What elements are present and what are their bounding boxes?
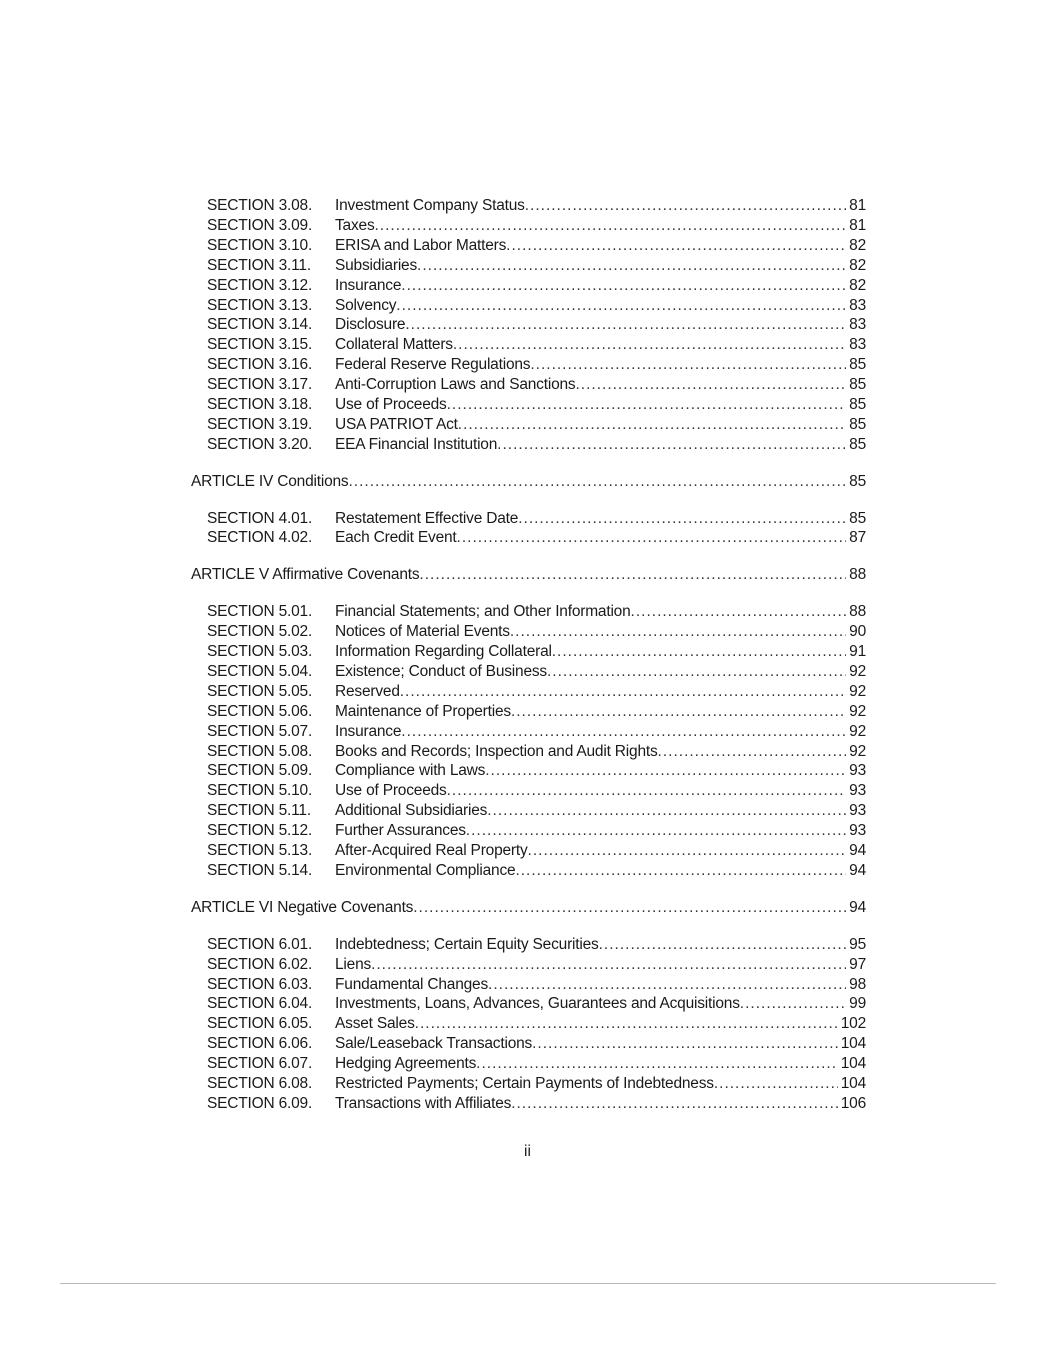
page-reference: 83 [849,316,866,333]
section-title: Subsidiaries [335,257,418,274]
section-title: Each Credit Event [335,529,457,546]
section-number: SECTION 4.01. [207,510,313,527]
section-number: SECTION 3.10. [207,237,313,254]
section-number: SECTION 6.04. [207,995,313,1012]
section-title: Compliance with Laws [335,762,486,779]
dot-leader [466,821,846,841]
page-reference: 81 [849,217,866,234]
section-number: SECTION 3.20. [207,436,313,453]
section-number: SECTION 3.09. [207,217,313,234]
dot-leader [518,509,846,529]
section-title: Transactions with Affiliates [335,1095,512,1112]
toc-section-entry[interactable] [207,435,866,455]
dot-leader [488,975,846,995]
page-reference: 85 [849,376,866,393]
toc-article-entry[interactable] [191,898,866,918]
section-number: SECTION 6.05. [207,1015,313,1032]
section-number: SECTION 3.11. [207,257,311,274]
section-title: Liens [335,956,372,973]
toc-section-entry[interactable] [207,375,866,395]
toc-section-entry[interactable] [207,935,866,955]
dot-leader [401,722,846,742]
page-reference: 106 [840,1095,866,1112]
dot-leader [457,528,847,548]
toc-section-entry[interactable] [207,662,866,682]
toc-section-entry[interactable] [207,682,866,702]
section-title: Solvency [335,297,397,314]
toc-section-entry[interactable] [207,196,866,216]
toc-section-entry[interactable] [207,602,866,622]
toc-section-entry[interactable] [207,216,866,236]
dot-leader [415,1014,838,1034]
page-reference: 94 [849,899,866,916]
toc-article-entry[interactable] [191,472,866,492]
section-title: Taxes [335,217,375,234]
section-title: Information Regarding Collateral [335,643,552,660]
page-reference: 104 [840,1055,866,1072]
page-reference: 83 [849,297,866,314]
toc-section-entry[interactable] [207,256,866,276]
page-reference: 85 [849,416,866,433]
article-title: ARTICLE IV Conditions [191,473,349,490]
dot-leader [447,781,847,801]
dot-leader [487,801,846,821]
section-number: SECTION 5.04. [207,663,313,680]
section-number: SECTION 5.06. [207,703,313,720]
section-title: Use of Proceeds [335,782,447,799]
page-reference: 92 [849,683,866,700]
dot-leader [530,355,846,375]
section-number: SECTION 6.07. [207,1055,313,1072]
section-title: Sale/Leaseback Transactions [335,1035,533,1052]
dot-leader [453,335,846,355]
toc-section-entry[interactable] [207,509,866,529]
toc-section-entry[interactable] [207,622,866,642]
toc-section-entry[interactable] [207,994,866,1014]
dot-leader [525,196,846,216]
page-reference: 82 [849,277,866,294]
section-number: SECTION 5.11. [207,802,311,819]
dot-leader [396,296,846,316]
dot-leader [528,841,847,861]
section-number: SECTION 6.09. [207,1095,313,1112]
toc-section-entry[interactable] [207,335,866,355]
section-number: SECTION 5.09. [207,762,313,779]
page-reference: 92 [849,663,866,680]
toc-article-entry[interactable] [191,565,866,585]
page-reference: 93 [849,782,866,799]
section-number: SECTION 5.13. [207,842,313,859]
dot-leader [547,662,846,682]
section-title: Insurance [335,277,402,294]
dot-leader [599,935,847,955]
section-number: SECTION 4.02. [207,529,313,546]
toc-section-entry[interactable] [207,1054,866,1074]
page-reference: 83 [849,336,866,353]
section-number: SECTION 5.01. [207,603,313,620]
dot-leader [510,622,846,642]
page-reference: 90 [849,623,866,640]
dot-leader [348,472,846,492]
section-title: Further Assurances [335,822,466,839]
page-reference: 94 [849,842,866,859]
section-number: SECTION 3.13. [207,297,313,314]
section-title: Federal Reserve Regulations [335,356,531,373]
section-number: SECTION 5.14. [207,862,313,879]
section-title: Insurance [335,723,402,740]
section-title: Notices of Material Events [335,623,510,640]
page-reference: 104 [840,1035,866,1052]
article-title: ARTICLE VI Negative Covenants [191,899,414,916]
page-reference: 91 [849,643,866,660]
dot-leader [485,761,846,781]
dot-leader [658,742,847,762]
dot-leader [631,602,847,622]
section-title: Collateral Matters [335,336,453,353]
section-number: SECTION 5.08. [207,743,313,760]
page-reference: 98 [849,976,866,993]
page-reference: 92 [849,743,866,760]
page-reference: 85 [849,510,866,527]
toc-section-entry[interactable] [207,801,866,821]
page-reference: 95 [849,936,866,953]
section-number: SECTION 3.19. [207,416,313,433]
page-reference: 85 [849,356,866,373]
section-number: SECTION 6.06. [207,1035,313,1052]
page-reference: 93 [849,802,866,819]
section-title: Existence; Conduct of Business [335,663,547,680]
section-title: Indebtedness; Certain Equity Securities [335,936,599,953]
section-number: SECTION 3.15. [207,336,313,353]
dot-leader [714,1074,838,1094]
toc-section-entry[interactable] [207,1074,866,1094]
dot-leader [375,216,847,236]
dot-leader [400,682,846,702]
dot-leader [740,994,846,1014]
dot-leader [401,276,846,296]
page-divider [60,1283,996,1284]
page-reference: 85 [849,436,866,453]
page-reference: 102 [840,1015,866,1032]
dot-leader [511,1094,838,1114]
page-reference: 88 [849,566,866,583]
section-title: Environmental Compliance [335,862,516,879]
section-number: SECTION 5.03. [207,643,313,660]
section-title: Maintenance of Properties [335,703,511,720]
section-title: Fundamental Changes [335,976,489,993]
toc-section-entry[interactable] [207,236,866,256]
section-title: Additional Subsidiaries [335,802,488,819]
page-reference: 92 [849,723,866,740]
page-number: ii [524,1143,531,1160]
section-number: SECTION 6.01. [207,936,313,953]
toc-section-entry[interactable] [207,1034,866,1054]
dot-leader [419,565,846,585]
section-title: Financial Statements; and Other Information [335,603,631,620]
page-reference: 87 [849,529,866,546]
dot-leader [417,256,846,276]
dot-leader [371,955,846,975]
toc-section-entry[interactable] [207,355,866,375]
page-reference: 82 [849,257,866,274]
dot-leader [552,642,846,662]
toc-section-entry[interactable] [207,642,866,662]
section-title: Disclosure [335,316,406,333]
section-number: SECTION 6.02. [207,956,313,973]
dot-leader [575,375,846,395]
section-title: Restatement Effective Date [335,510,519,527]
toc-section-entry[interactable] [207,395,866,415]
section-title: Asset Sales [335,1015,415,1032]
dot-leader [458,415,846,435]
section-title: Investments, Loans, Advances, Guarantees and Acquisitions [335,995,740,1012]
section-title: EEA Financial Institution [335,436,498,453]
page-reference: 85 [849,396,866,413]
section-number: SECTION 6.03. [207,976,313,993]
page-reference: 82 [849,237,866,254]
toc-section-entry[interactable] [207,955,866,975]
toc-section-entry[interactable] [207,781,866,801]
toc-section-entry[interactable] [207,722,866,742]
section-number: SECTION 3.12. [207,277,313,294]
section-number: SECTION 5.07. [207,723,313,740]
dot-leader [511,702,846,722]
section-title: ERISA and Labor Matters [335,237,507,254]
article-title: ARTICLE V Affirmative Covenants [191,566,420,583]
dot-leader [515,861,846,881]
section-title: Anti-Corruption Laws and Sanctions [335,376,576,393]
section-number: SECTION 6.08. [207,1075,313,1092]
page-reference: 93 [849,822,866,839]
toc-section-entry[interactable] [207,1094,866,1114]
toc-section-entry[interactable] [207,528,866,548]
dot-leader [405,315,846,335]
section-number: SECTION 3.17. [207,376,313,393]
dot-leader [497,435,846,455]
section-number: SECTION 5.02. [207,623,313,640]
page-reference: 97 [849,956,866,973]
page-reference: 88 [849,603,866,620]
page-reference: 104 [840,1075,866,1092]
toc-section-entry[interactable] [207,975,866,995]
section-title: Hedging Agreements [335,1055,477,1072]
section-number: SECTION 5.12. [207,822,313,839]
page-reference: 99 [849,995,866,1012]
section-title: Investment Company Status [335,197,525,214]
toc-section-entry[interactable] [207,415,866,435]
section-title: Use of Proceeds [335,396,447,413]
section-title: Restricted Payments; Certain Payments of Indebtedness [335,1075,714,1092]
toc-section-entry[interactable] [207,315,866,335]
section-title: Reserved [335,683,400,700]
section-title: Books and Records; Inspection and Audit Rights [335,743,658,760]
section-number: SECTION 3.14. [207,316,313,333]
toc-section-entry[interactable] [207,761,866,781]
page-reference: 81 [849,197,866,214]
section-title: After-Acquired Real Property [335,842,528,859]
toc-section-entry[interactable] [207,821,866,841]
toc-section-entry[interactable] [207,742,866,762]
page-reference: 93 [849,762,866,779]
page-reference: 94 [849,862,866,879]
section-number: SECTION 5.10. [207,782,313,799]
toc-section-entry[interactable] [207,296,866,316]
page-reference: 85 [849,473,866,490]
toc-section-entry[interactable] [207,276,866,296]
section-number: SECTION 5.05. [207,683,313,700]
dot-leader [447,395,847,415]
section-number: SECTION 3.18. [207,396,313,413]
section-number: SECTION 3.16. [207,356,313,373]
toc-section-entry[interactable] [207,841,866,861]
dot-leader [476,1054,838,1074]
dot-leader [413,898,846,918]
dot-leader [532,1034,838,1054]
dot-leader [506,236,846,256]
section-number: SECTION 3.08. [207,197,313,214]
section-title: USA PATRIOT Act [335,416,458,433]
toc-section-entry[interactable] [207,702,866,722]
page-reference: 92 [849,703,866,720]
toc-section-entry[interactable] [207,861,866,881]
toc-section-entry[interactable] [207,1014,866,1034]
